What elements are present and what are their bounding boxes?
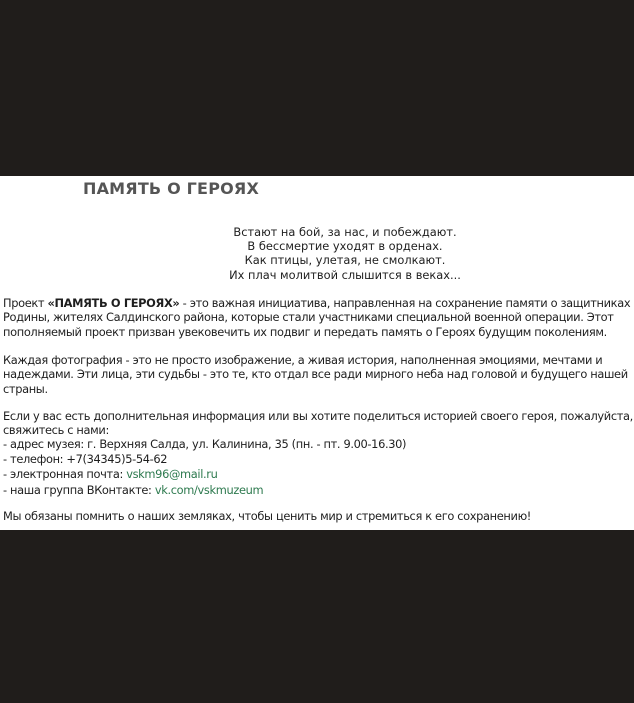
intro-line-1-rest: - это важная инициатива, направленная на сохранение памяти о защитниках: [179, 296, 631, 310]
poem: [205, 225, 485, 282]
vk-link[interactable]: vk.com/vskmuzeum: [154, 483, 264, 497]
contact-address: - адрес музея: г. Верхняя Салда, ул. Калинина, 35 (пн. - пт. 9.00-16.30): [3, 437, 407, 451]
contact-phone: - телефон: +7(34345)5-54-62: [3, 452, 168, 466]
poem-line: Встают на бой, за нас, и побеждают.: [233, 225, 457, 239]
photos-line-2: надеждами. Эти лица, эти судьбы - это те, кто отдал все ради мирного неба над головой и будущего нашей: [3, 367, 628, 381]
intro-line-2: Родины, жителях Салдинского района, которые стали участниками специальной военной операции. Этот: [3, 310, 614, 324]
intro-prefix: Проект: [3, 296, 48, 310]
email-link[interactable]: vskm96@mail.ru: [126, 467, 218, 481]
contact-line-2: свяжитесь с нами:: [3, 423, 109, 437]
contact-email-line: [3, 467, 217, 481]
contact-line-1: Если у вас есть дополнительная информация или вы хотите поделиться историей своего героя, пожалуйста,: [3, 409, 633, 423]
content-panel: [0, 176, 634, 530]
poem-line: Как птицы, улетая, не смолкают.: [244, 253, 446, 268]
vk-label: - наша группа ВКонтакте:: [3, 483, 155, 497]
contact-vk-line: [3, 483, 263, 497]
intro-line-1: [3, 296, 630, 310]
project-name: «ПАМЯТЬ О ГЕРОЯХ»: [47, 296, 180, 310]
email-label: - электронная почта:: [3, 467, 127, 481]
closing-text: Мы обязаны помнить о наших земляках, чтобы ценить мир и стремиться к его сохранению!: [3, 509, 532, 523]
photos-line-3: страны.: [3, 382, 48, 396]
poem-line: Их плач молитвой слышится в веках...: [229, 267, 461, 282]
photos-line-1: Каждая фотография - это не просто изображение, а живая история, наполненная эмоциями, мечтами и: [3, 353, 603, 367]
poem-line: В бессмертие уходят в орденах.: [247, 239, 443, 254]
intro-line-3: пополняемый проект призван увековечить их подвиг и передать память о Героях будущим поколениям.: [3, 325, 607, 339]
page-title: ПАМЯТЬ О ГЕРОЯХ: [83, 179, 259, 198]
